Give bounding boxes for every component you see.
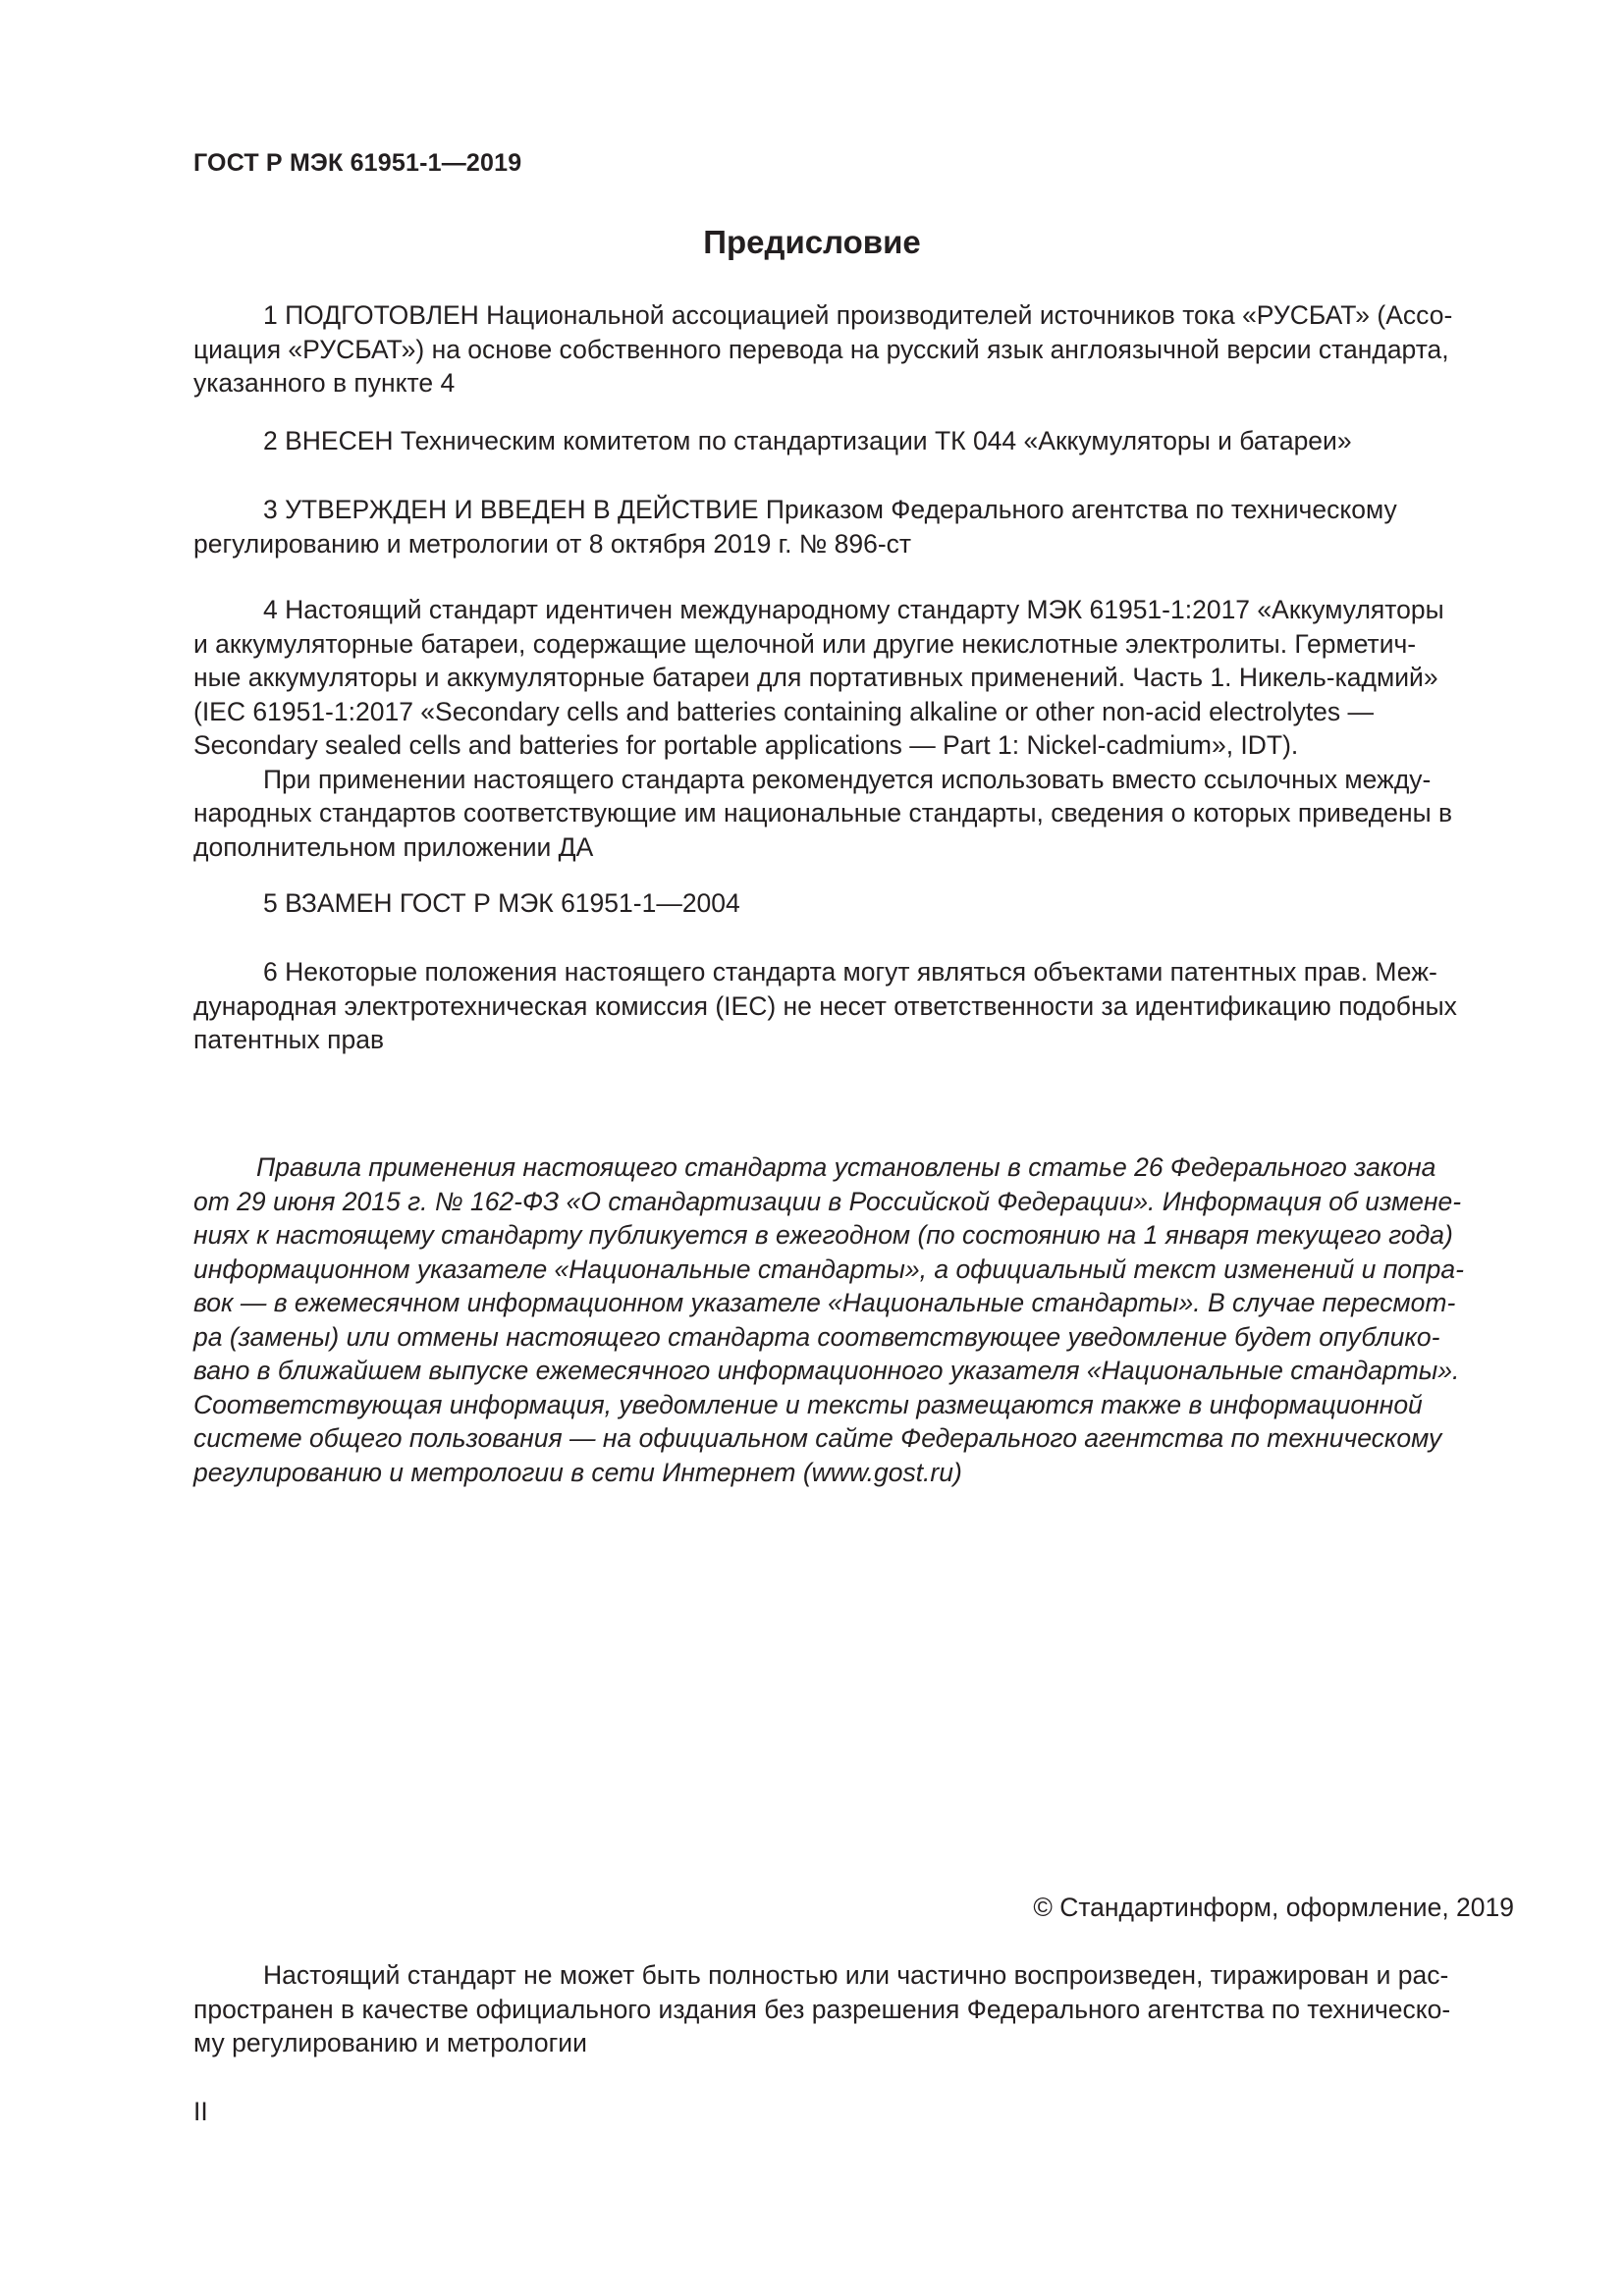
foreword-item-1: [193, 298, 1514, 400]
reproduction-notice: [193, 1958, 1514, 2060]
foreword-item-2-line: 2 ВНЕСЕН Техническим комитетом по стандартизации ТК 044 «Аккумуляторы и батареи»: [263, 426, 1352, 455]
reproduction-notice-line: му регулированию и метрологии: [193, 2028, 587, 2057]
copyright-notice: © Стандартинформ, оформление, 2019: [1033, 1893, 1514, 1922]
legal-notice-line: вано в ближайшем выпуске ежемесячного информационного указателя «Национальные стандарты».: [193, 1356, 1460, 1385]
foreword-item-6-line: дународная электротехническая комиссия (IEC) не несет ответственности за идентификацию подобных: [193, 990, 1457, 1021]
foreword-item-4-line: (IEC 61951-1:2017 «Secondary cells and batteries containing alkaline or other non-acid electrolytes —: [193, 696, 1375, 726]
foreword-item-4-line: 4 Настоящий стандарт идентичен международному стандарту МЭК 61951-1:2017 «Аккумуляторы: [263, 595, 1444, 624]
foreword-item-5: [193, 886, 1514, 921]
legal-notice-line: Правила применения настоящего стандарта установлены в статье 26 Федерального закона: [256, 1152, 1436, 1182]
page-number: II: [193, 2097, 208, 2126]
legal-notice-line: ниях к настоящему стандарту публикуется в ежегодном (по состоянию на 1 января текущего года): [193, 1220, 1453, 1250]
foreword-item-1-line: 1 ПОДГОТОВЛЕН Национальной ассоциацией производителей источников тока «РУСБАТ» (Ассо-: [263, 300, 1453, 330]
foreword-item-6-line: патентных прав: [193, 1025, 385, 1054]
foreword-item-3: [193, 493, 1514, 561]
foreword-item-4-note-line: При применении настоящего стандарта рекомендуется использовать вместо ссылочных между-: [263, 764, 1432, 794]
legal-notice-line: вок — в ежемесячном информационном указателе «Национальные стандарты». В случае пересмот-: [193, 1288, 1456, 1317]
foreword-item-4-note-line: дополнительном приложении ДА: [193, 831, 594, 862]
foreword-item-4: [193, 593, 1514, 864]
legal-notice-line: Соответствующая информация, уведомление и тексты размещаются также в информационной: [193, 1389, 1423, 1419]
foreword-item-3-line: 3 УТВЕРЖДЕН И ВВЕДЕН В ДЕЙСТВИЕ Приказом Федерального агентства по техническому: [263, 495, 1397, 524]
legal-notice-line: системе общего пользования — на официальном сайте Федерального агентства по техническому: [193, 1423, 1442, 1453]
foreword-item-4-line: Secondary sealed cells and batteries for portable applications — Part 1: Nickel-cadmium», IDT).: [193, 730, 1299, 760]
legal-notice-line: ра (замены) или отмены настоящего стандарта соответствующее уведомление будет опублико-: [193, 1321, 1440, 1352]
foreword-item-1-line: указанного в пункте 4: [193, 368, 456, 398]
legal-notice-line: регулированию и метрологии в сети Интернет (www.gost.ru): [193, 1457, 962, 1487]
legal-notice-line: от 29 июня 2015 г. № 162-ФЗ «О стандартизации в Российской Федерации». Информация об измене-: [193, 1186, 1462, 1216]
foreword-item-4-line: ные аккумуляторы и аккумуляторные батареи для портативных применений. Часть 1. Никель-кадмий»: [193, 663, 1438, 692]
document-code-header: ГОСТ Р МЭК 61951-1—2019: [193, 149, 522, 177]
legal-notice-line: информационном указателе «Национальные стандарты», а официальный текст изменений и попра-: [193, 1254, 1464, 1284]
foreword-item-3-line: регулированию и метрологии от 8 октября 2019 г. № 896-ст: [193, 528, 912, 559]
foreword-item-2: [193, 424, 1514, 458]
reproduction-notice-line: пространен в качестве официального издания без разрешения Федерального агентства по техническо-: [193, 1994, 1451, 2024]
reproduction-notice-line: Настоящий стандарт не может быть полностью или частично воспроизведен, тиражирован и рас-: [263, 1960, 1449, 1990]
foreword-item-6: [193, 955, 1514, 1057]
page-title: Предисловие: [703, 224, 921, 260]
foreword-item-4-line: и аккумуляторные батареи, содержащие щелочной или другие некислотные электролиты. Герметич-: [193, 628, 1417, 659]
foreword-item-6-line: 6 Некоторые положения настоящего стандарта могут являться объектами патентных прав. Меж-: [263, 957, 1437, 987]
foreword-item-1-line: циация «РУСБАТ») на основе собственного перевода на русский язык англоязычной версии стандарта,: [193, 334, 1449, 364]
foreword-item-5-line: 5 ВЗАМЕН ГОСТ Р МЭК 61951-1—2004: [263, 888, 740, 918]
foreword-item-4-note-line: народных стандартов соответствующие им национальные стандарты, сведения о которых приведены в: [193, 798, 1453, 828]
legal-notice: [193, 1150, 1514, 1489]
